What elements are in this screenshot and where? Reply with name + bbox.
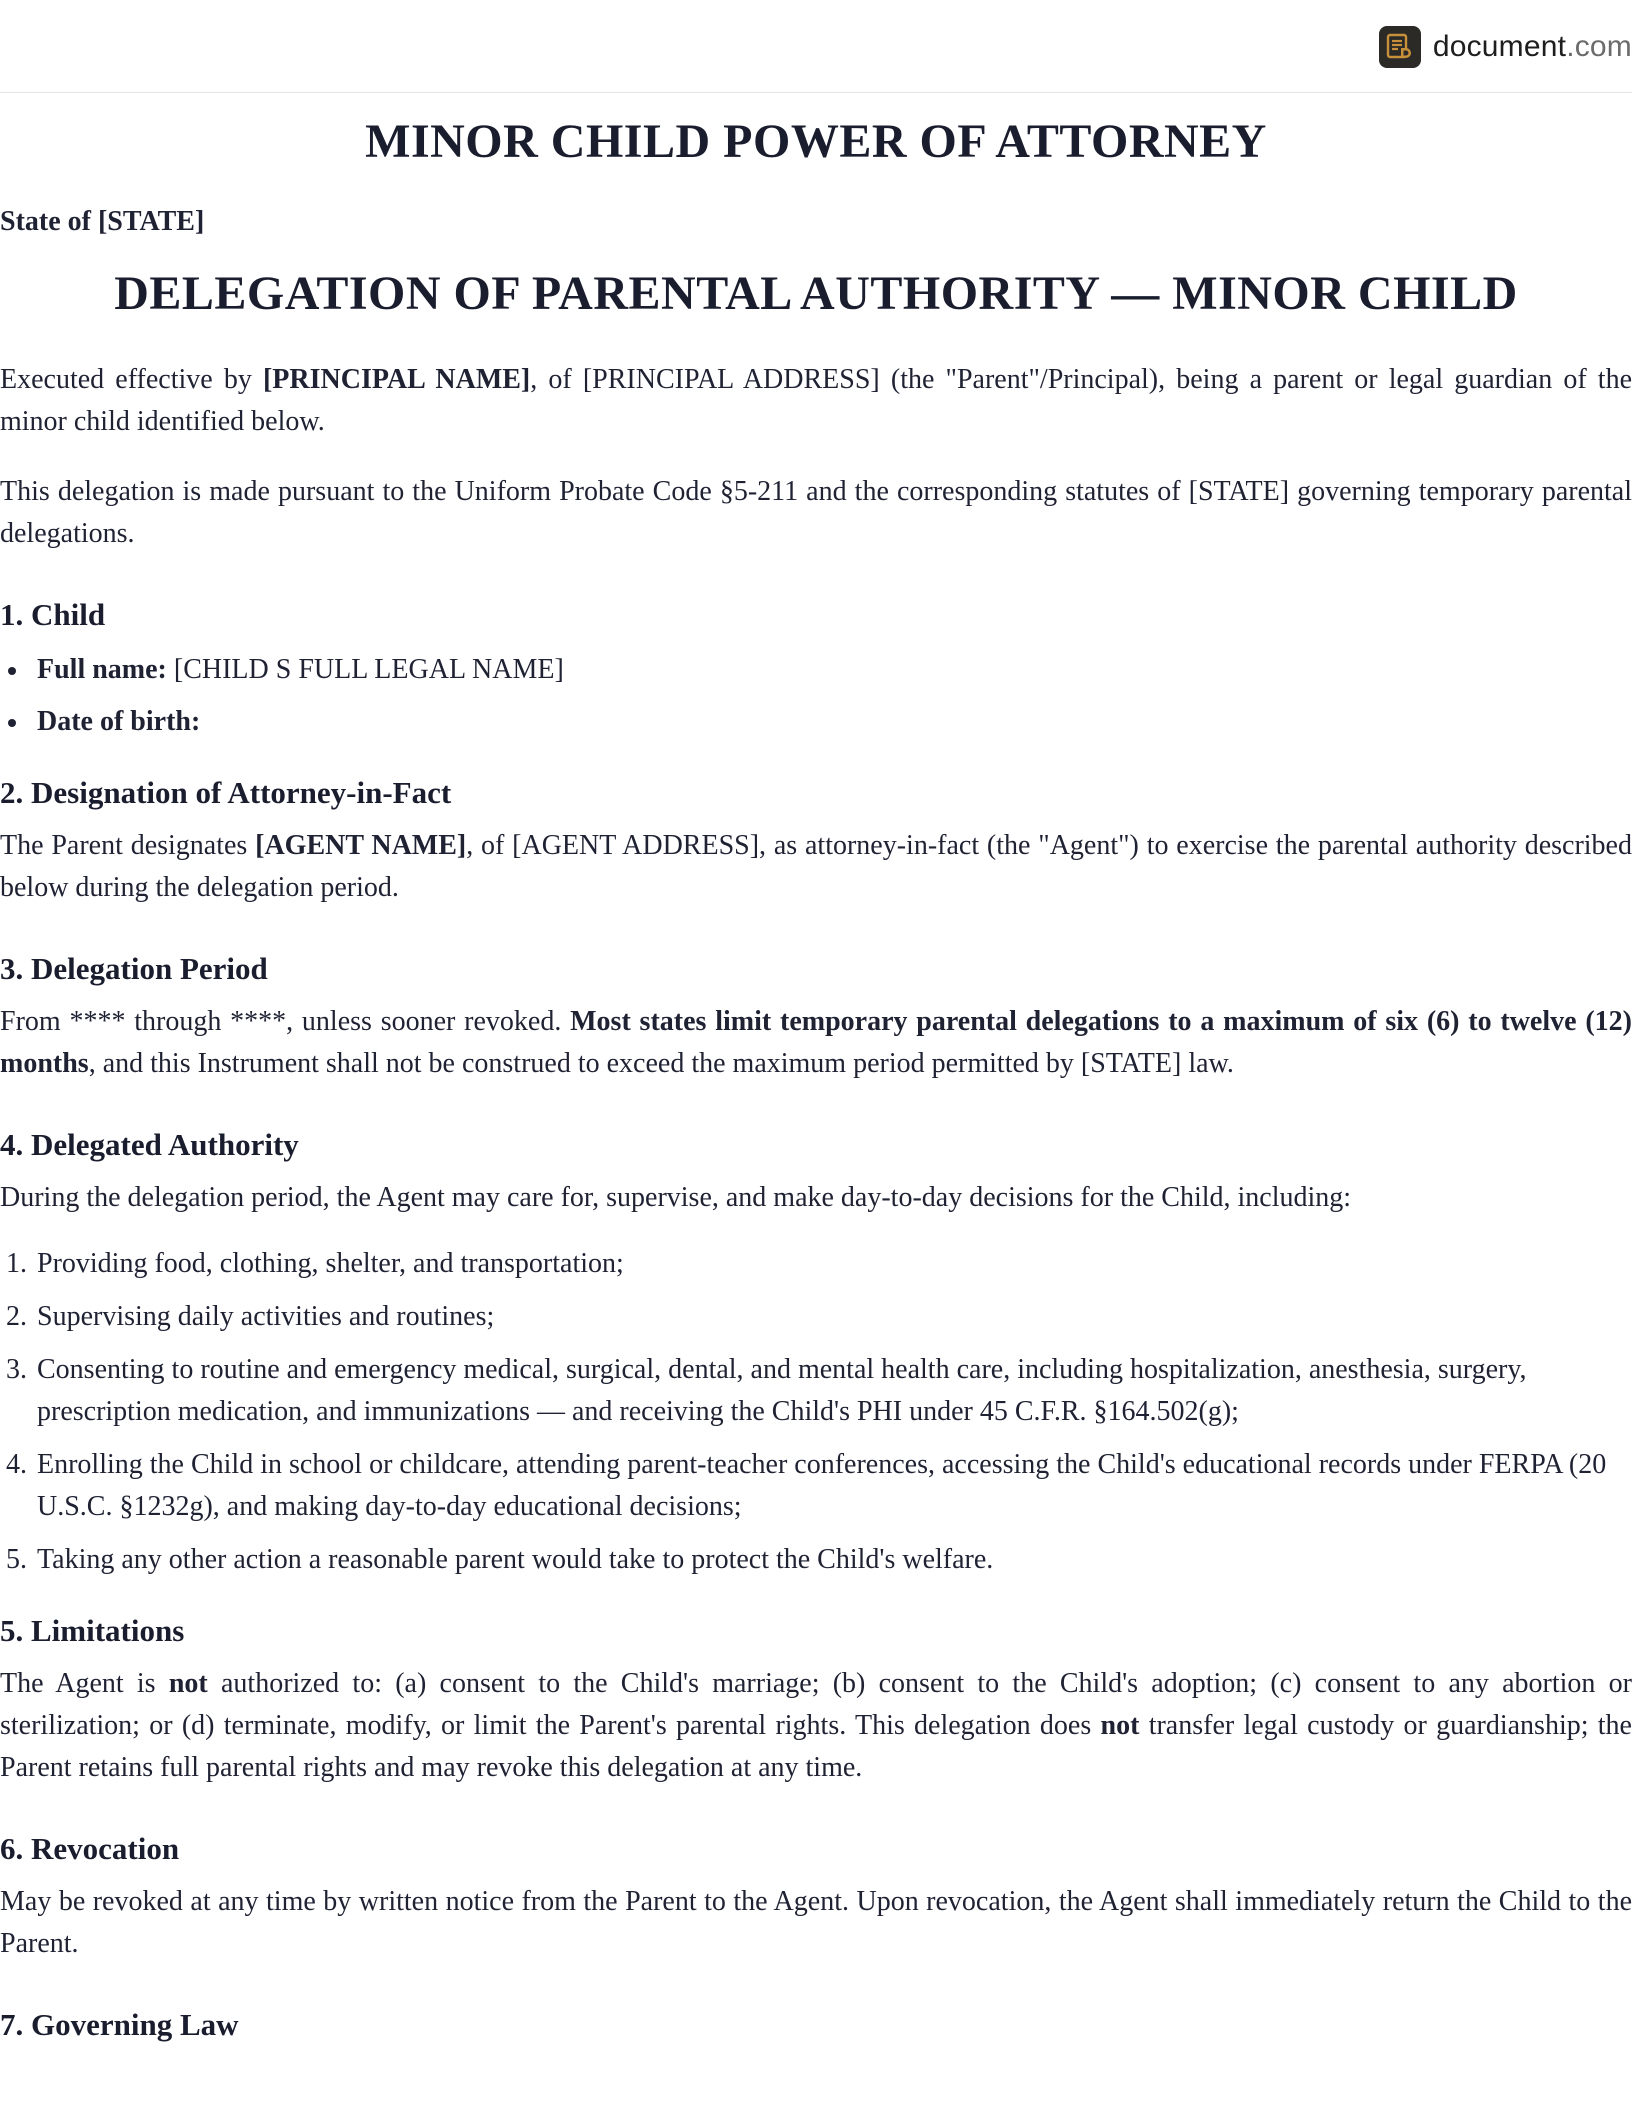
section-heading: 6. Revocation xyxy=(0,1831,180,1866)
section-paragraph: During the delegation period, the Agent may care for, supervise, and make day-to-day decisions for the Child, including: xyxy=(0,1182,1352,1213)
document-subtitle: DELEGATION OF PARENTAL AUTHORITY — MINOR CHILD xyxy=(114,267,1518,320)
section-governing-law xyxy=(0,2003,1632,2047)
list-item: 3. Consenting to routine and emergency medical, surgical, dental, and mental health care, including hospitalization, anesthesia, surgery, prescription medication, and immunizations — and receiving the Child's PHI under 45 C.F.R. §164.502(g); xyxy=(6,1354,1527,1427)
list-item: Date of birth: xyxy=(0,701,1632,743)
list-item: 2. Supervising daily activities and routines; xyxy=(6,1301,495,1332)
child-details-list xyxy=(0,649,1632,743)
list-item: 5. Taking any other action a reasonable parent would take to protect the Child's welfare. xyxy=(6,1544,994,1575)
section-heading: 4. Delegated Authority xyxy=(0,1127,299,1162)
section-paragraph: The Parent designates [AGENT NAME], of [AGENT ADDRESS], as attorney-in-fact (the "Agent") to exercise the parental authority described below during the delegation period. xyxy=(0,830,1632,903)
intro-paragraph-2: This delegation is made pursuant to the Uniform Probate Code §5-211 and the corresponding statutes of [STATE] governing temporary parental delegations. xyxy=(0,476,1632,549)
list-item: 1. Providing food, clothing, shelter, and transportation; xyxy=(6,1248,624,1279)
section-paragraph: May be revoked at any time by written notice from the Parent to the Agent. Upon revocation, the Agent shall immediately return the Child to the Parent. xyxy=(0,1886,1632,1959)
document-body xyxy=(0,111,1632,2047)
section-heading: 3. Delegation Period xyxy=(0,951,268,986)
list-item: 4. Enrolling the Child in school or childcare, attending parent-teacher conferences, accessing the Child's educational records under FERPA (20 U.S.C. §1232g), and making day-to-day educational decisions; xyxy=(6,1449,1607,1522)
section-paragraph: The Agent is not authorized to: (a) consent to the Child's marriage; (b) consent to the Child's adoption; (c) consent to any abortion or sterilization; or (d) terminate, modify, or limit the Parent's parental rights. This delegation does not transfer legal custody or guardianship; the Parent retains full parental rights and may revoke this delegation at any time. xyxy=(0,1668,1632,1783)
document-title: MINOR CHILD POWER OF ATTORNEY xyxy=(365,115,1267,168)
brand-name: document.com xyxy=(1432,30,1632,63)
section-revocation xyxy=(0,1827,1632,1965)
section-period xyxy=(0,947,1632,1085)
list-item: Full name: [CHILD S FULL LEGAL NAME] xyxy=(0,649,1632,691)
section-limitations xyxy=(0,1609,1632,1789)
section-heading: 1. Child xyxy=(0,597,106,632)
brand-logo[interactable] xyxy=(1379,26,1632,68)
section-authority xyxy=(0,1123,1632,1581)
section-heading: 5. Limitations xyxy=(0,1613,185,1648)
section-paragraph: From **** through ****, unless sooner revoked. Most states limit temporary parental delegations to a maximum of six (6) to twelve (12) months, and this Instrument shall not be construed to exceed the maximum period permitted by [STATE] law. xyxy=(0,1006,1632,1079)
section-heading: 2. Designation of Attorney-in-Fact xyxy=(0,775,452,810)
authority-list xyxy=(0,1243,1632,1581)
state-line: State of [STATE] xyxy=(0,206,205,237)
top-bar xyxy=(0,0,1632,93)
intro-paragraph-1: Executed effective by [PRINCIPAL NAME], of [PRINCIPAL ADDRESS] (the "Parent"/Principal), being a parent or legal guardian of the minor child identified below. xyxy=(0,364,1632,437)
section-child xyxy=(0,593,1632,743)
section-heading: 7. Governing Law xyxy=(0,2007,239,2042)
document-logo-icon xyxy=(1379,26,1421,68)
section-designation xyxy=(0,771,1632,909)
